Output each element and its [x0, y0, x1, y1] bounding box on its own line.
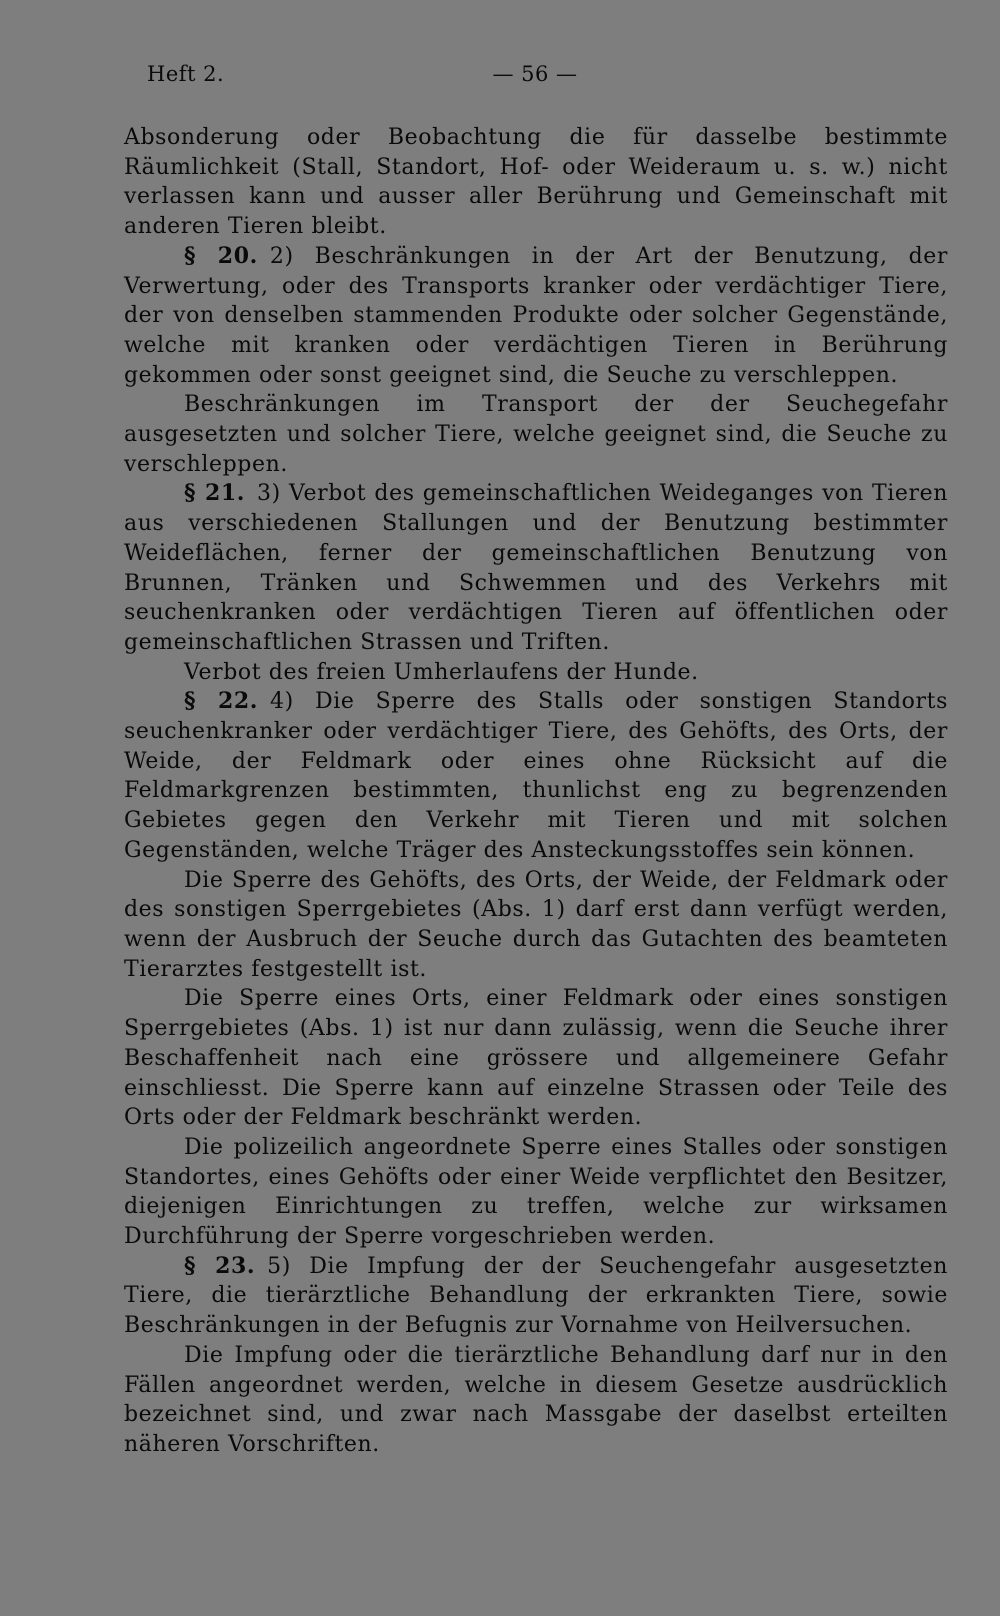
paragraph — [124, 1341, 948, 1460]
paragraph — [124, 1133, 948, 1252]
paragraph — [124, 866, 948, 985]
paragraph — [124, 658, 948, 688]
paragraph-text: Die Impfung oder die tierärztliche Behandlung darf nur in den Fällen angeordnet werden, welche in diesem Gesetze ausdrücklich bezeichnet sind, und zwar nach Massgabe der daselbst erteilten näheren Vorschriften. — [124, 1342, 948, 1457]
paragraph — [124, 123, 948, 242]
section-marker: § 22. — [184, 688, 259, 715]
page-header — [0, 62, 1000, 92]
paragraph-text: 2) Beschränkungen in der Art der Benutzung, der Verwertung, oder des Transports kranker oder verdächtiger Tiere, der von denselben stammenden Produkte oder solcher Gegenstände, welche mit kranken oder verdächtigen Tieren in Berührung gekommen oder sonst geeignet sind, die Seuche zu verschleppen. — [124, 243, 948, 388]
page-body — [124, 123, 948, 1460]
paragraph — [124, 242, 948, 391]
page-number: — 56 — — [492, 62, 578, 86]
paragraph-text: Die polizeilich angeordnete Sperre eines Stalles oder sonstigen Standortes, eines Gehöfts oder einer Weide verpflichtet den Besitzer, diejenigen Einrichtungen zu treffen, welche zur wirksamen Durchführung der Sperre vorgeschrieben werden. — [124, 1134, 948, 1250]
paragraph-text: Die Sperre eines Orts, einer Feldmark oder eines sonstigen Sperrgebietes (Abs. 1) ist nur dann zulässig, wenn die Seuche ihrer Beschaffenheit nach eine grössere und allgemeinere Gefahr einschliesst. Die Sperre kann auf einzelne Strassen oder Teile des Orts oder der Feldmark beschränkt werden. — [124, 986, 948, 1131]
paragraph — [124, 1252, 948, 1341]
paragraph — [124, 479, 948, 657]
section-marker: § 20. — [184, 242, 258, 269]
paragraph-text: Die Sperre des Gehöfts, des Orts, der Weide, der Feldmark oder des sonstigen Sperrgebietes (Abs. 1) darf erst dann verfügt werden, wenn der Ausbruch der Seuche durch das Gutachten des beamteten Tierarztes festgestellt ist. — [124, 867, 948, 982]
paragraph-text: Beschränkungen im Transport der der Seuchegefahr ausgesetzten und solcher Tiere, welche geeignet sind, die Seuche zu verschleppen. — [124, 392, 948, 477]
paragraph-text: 4) Die Sperre des Stalls oder sonstigen Standorts seuchenkranker oder verdächtiger Tiere, des Gehöfts, des Orts, der Weide, der Feldmark oder eines ohne Rücksicht auf die Feldmarkgrenzen bestimmten, thunlichst eng zu begrenzenden Gebietes gegen den Verkehr mit Tieren und mit solchen Gegenständen, welche Träger des Ansteckungsstoffes sein können. — [124, 689, 948, 863]
issue-label: Heft 2. — [147, 62, 225, 86]
paragraph-text: Verbot des freien Umherlaufens der Hunde. — [184, 659, 699, 685]
paragraph — [124, 687, 948, 865]
paragraph — [124, 984, 948, 1133]
section-marker: § 21. — [184, 480, 246, 507]
section-marker: § 23. — [184, 1252, 256, 1279]
paragraph-text: 3) Verbot des gemeinschaftlichen Weideganges von Tieren aus verschiedenen Stallungen und der Benutzung bestimmter Weideflächen, ferner der gemeinschaftlichen Benutzung von Brunnen, Tränken und Schwemmen und des Verkehrs mit seuchenkranken oder verdächtigen Tieren auf öffentlichen oder gemeinschaftlichen Strassen und Triften. — [124, 481, 948, 655]
paragraph — [124, 390, 948, 479]
paragraph-text: 5) Die Impfung der der Seuchengefahr ausgesetzten Tiere, die tierärztliche Behandlung der erkrankten Tiere, sowie Beschränkungen in der Befugnis zur Vornahme von Heilversuchen. — [124, 1253, 948, 1339]
paragraph-text: Absonderung oder Beobachtung die für dasselbe bestimmte Räumlichkeit (Stall, Standort, Hof- oder Weideraum u. s. w.) nicht verlassen kann und ausser aller Berührung und Gemeinschaft mit anderen Tieren bleibt. — [124, 125, 948, 240]
